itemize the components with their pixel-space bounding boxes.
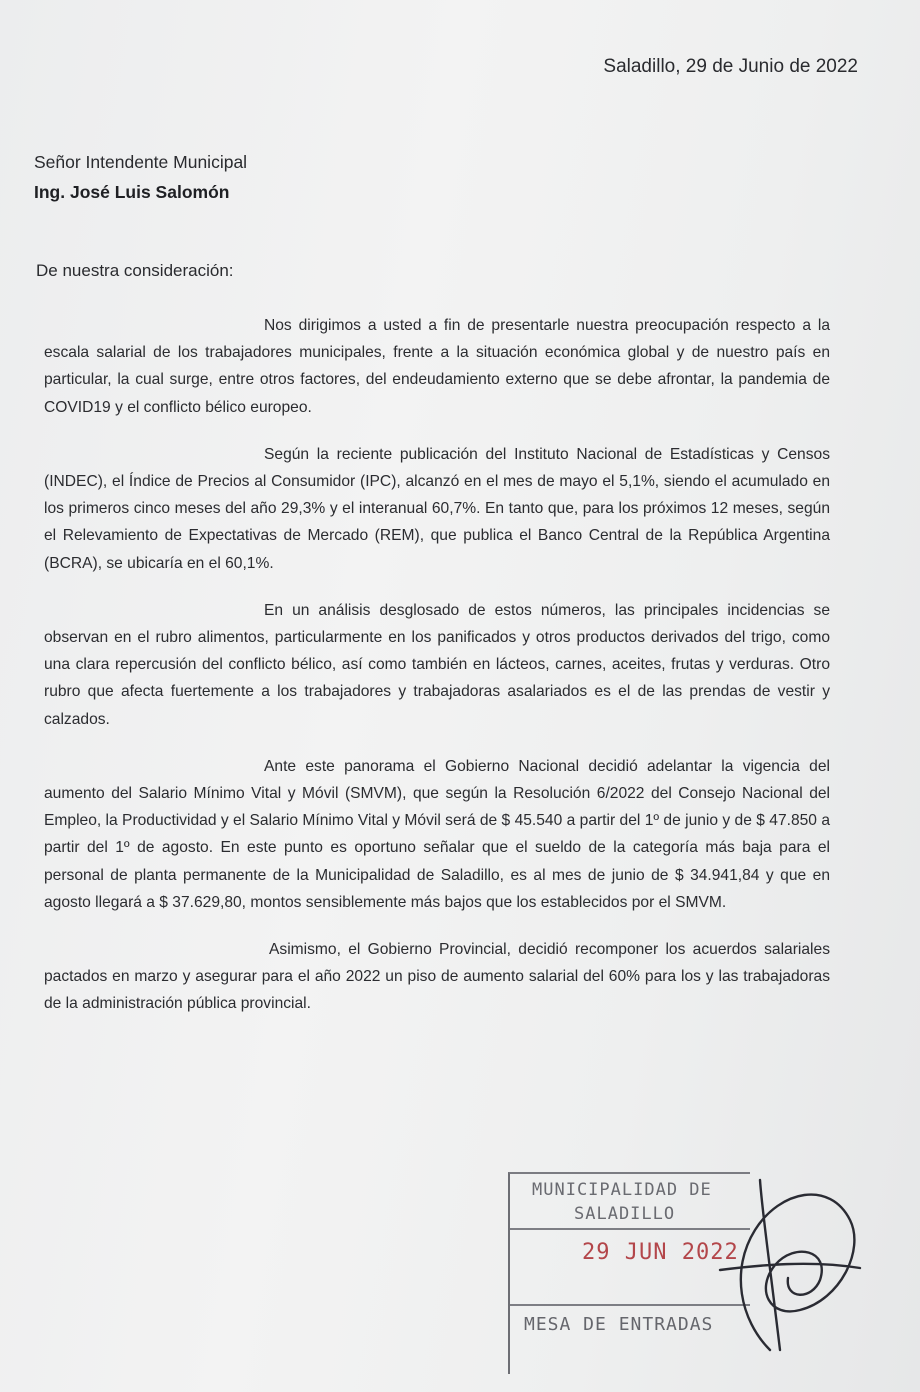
- paragraph-5: Asimismo, el Gobierno Provincial, decidió recomponer los acuerdos salariales pactados en marzo y asegurar para el año 2022 un piso de aumento salarial del 60% para los y las trabajadoras de la administración pública provincial.: [44, 941, 830, 1013]
- letter-date: Saladillo, 29 de Junio de 2022: [603, 56, 858, 77]
- recipient-name: Ing. José Luis Salomón: [34, 182, 230, 202]
- recipient-title: Señor Intendente Municipal: [34, 152, 248, 172]
- paragraph-2: Según la reciente publicación del Instituto Nacional de Estadísticas y Censos (INDEC), el Índice de Precios al Consumidor (IPC), alcanzó en el mes de mayo el 5,1%, siendo el acumulado en los primeros cinco meses del año 29,3% y el interanual 60,7%. En tanto que, para los próximos 12 meses, según el Relevamiento de Expectativas de Mercado (REM), que publica el Banco Central de la República Argentina (BCRA), se ubicaría en el 60,1%.: [44, 445, 830, 572]
- salutation: De nuestra consideración:: [36, 261, 234, 280]
- stamp-line-2: SALADILLO: [574, 1204, 676, 1224]
- paragraph-1: Nos dirigimos a usted a fin de presentarle nuestra preocupación respecto a la escala salarial de los trabajadores municipales, frente a la situación económica global y de nuestro país en particular, la cual surge, entre otros factores, del endeudamiento externo que se debe afrontar, la pandemia de COVID19 y el conflicto bélico europeo.: [44, 317, 830, 416]
- handwritten-signature: [700, 1150, 870, 1360]
- paragraph-4: Ante este panorama el Gobierno Nacional decidió adelantar la vigencia del aumento del Salario Mínimo Vital y Móvil (SMVM), que según la Resolución 6/2022 del Consejo Nacional del Empleo, la Productividad y el Salario Mínimo Vital y Móvil será de $ 45.540 a partir del 1º de junio y de $ 47.850 a partir del 1º de agosto. En este punto es oportuno señalar que el sueldo de la categoría más baja para el personal de planta permanente de la Municipalidad de Saladillo, es al mes de junio de $ 34.941,84 y que en agosto llegará a $ 37.629,80, montos sensiblemente más bajos que los establecidos por el SMVM.: [44, 757, 830, 911]
- paragraph-3: En un análisis desglosado de estos números, las principales incidencias se observan en el rubro alimentos, particularmente en los panificados y otros productos derivados del trigo, como una clara repercusión del conflicto bélico, así como también en lácteos, carnes, aceites, frutas y verduras. Otro rubro que afecta fuertemente a los trabajadores y trabajadoras asalariados es el de las prendas de vestir y calzados.: [44, 601, 830, 728]
- letter-body: [44, 312, 830, 1038]
- stamp-date: 29 JUN 2022: [582, 1240, 739, 1265]
- stamp-footer: MESA DE ENTRADAS: [524, 1314, 714, 1335]
- stamp-line-1: MUNICIPALIDAD DE: [532, 1180, 712, 1200]
